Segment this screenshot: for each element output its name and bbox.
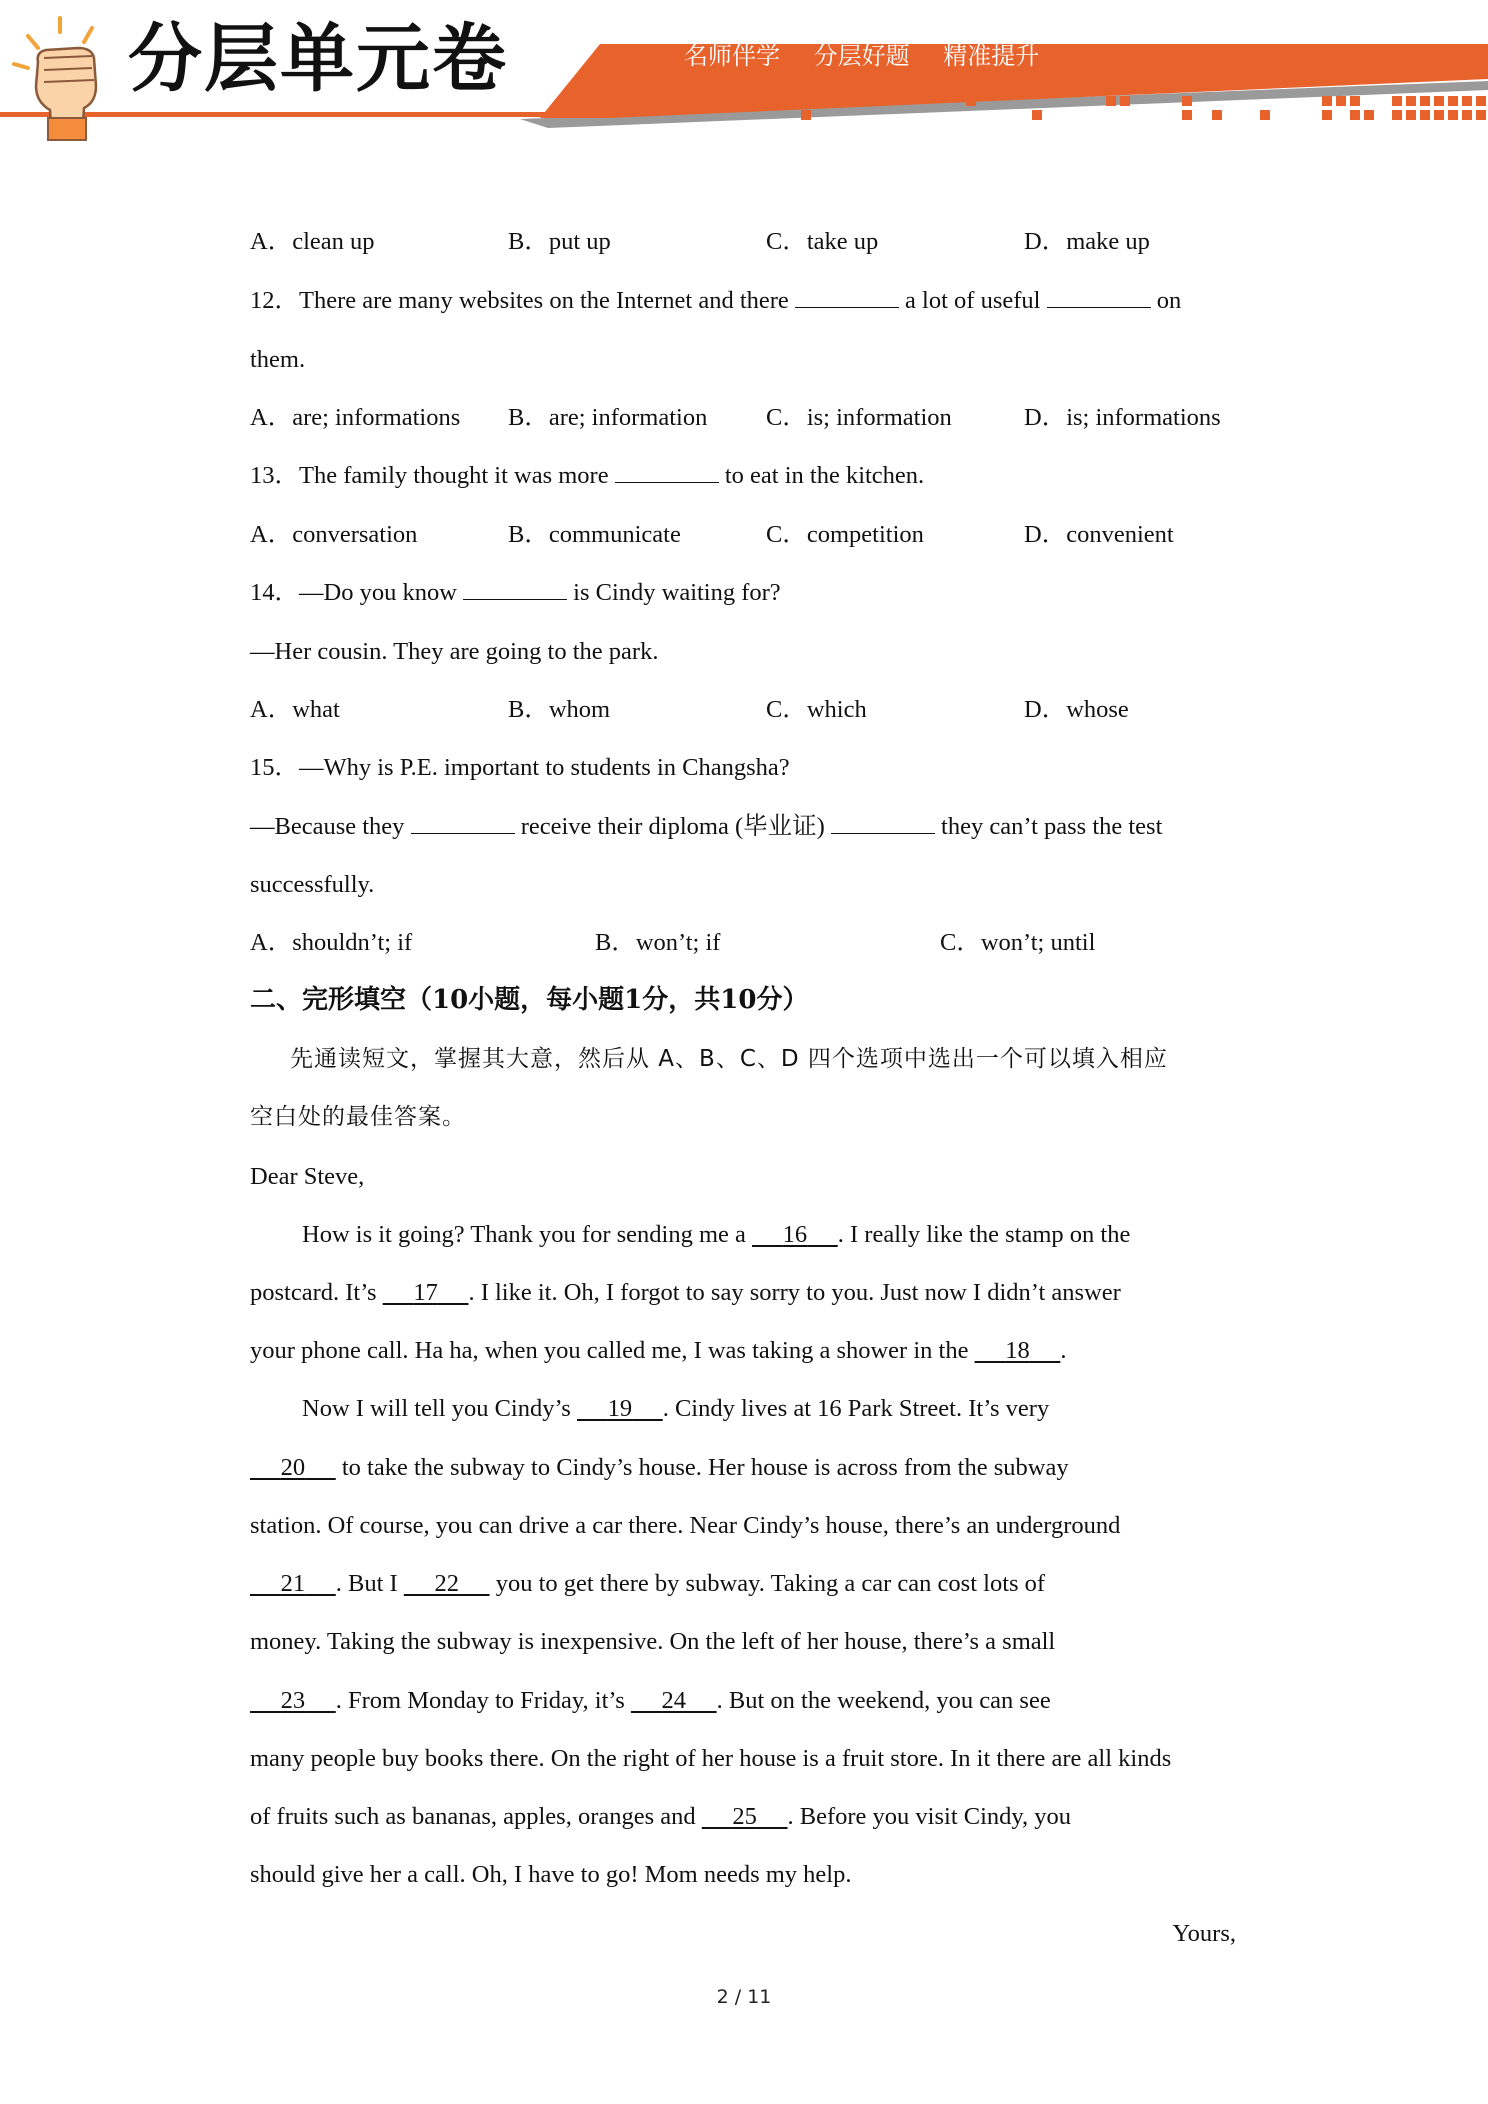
letter-line-3 — [250, 1334, 1250, 1368]
q14-option-d: D．whose — [1024, 696, 1129, 723]
fist-icon — [8, 14, 118, 144]
q15-option-b: B．won’t; if — [595, 929, 721, 956]
q14-stem — [250, 576, 1250, 610]
brand-title: 分层单元卷 — [128, 16, 508, 102]
letter-text: . I like it. Oh, I forgot to say sorry to you. Just now I didn’t answer — [468, 1279, 1121, 1306]
letter-text: How is it going? Thank you for sending me a — [302, 1221, 746, 1248]
blank-22-number: 22 — [434, 1570, 459, 1597]
blank-24 — [631, 1687, 717, 1714]
letter-greeting: Dear Steve, — [250, 1163, 365, 1190]
letter-line-1 — [302, 1218, 1302, 1252]
q14-option-a: A．what — [250, 696, 340, 723]
letter-text: . Before you visit Cindy, you — [787, 1803, 1072, 1830]
q13-blank — [615, 460, 719, 483]
blank-23-number: 23 — [280, 1687, 306, 1714]
q12-stem-a: 12．There are many websites on the Internet and there — [250, 287, 789, 314]
letter-line-12: should give her a call. Oh, I have to go! Mom needs my help. — [250, 1861, 852, 1888]
q15-blank-1 — [411, 811, 515, 834]
letter-text: postcard. It’s — [250, 1279, 377, 1306]
q12-stem-cont: them. — [250, 346, 306, 373]
blank-17-number: 17 — [413, 1279, 438, 1306]
q12-stem-b: a lot of useful — [905, 287, 1041, 314]
q13-stem-b: to eat in the kitchen. — [724, 462, 925, 489]
q11-option-b: B．put up — [508, 228, 611, 255]
letter-line-8: money. Taking the subway is inexpensive. On the left of her house, there’s a small — [250, 1628, 1056, 1655]
q12-blank-2 — [1047, 285, 1151, 308]
letter-closing: Yours, — [1172, 1920, 1236, 1947]
letter-text: Now I will tell you Cindy’s — [302, 1395, 571, 1422]
slogan-2: 分层好题 — [813, 42, 910, 70]
blank-16 — [752, 1221, 838, 1248]
letter-text: . From Monday to Friday, it’s — [335, 1687, 625, 1714]
slogan-1: 名师伴学 — [684, 42, 780, 70]
q15-reply — [250, 810, 1250, 844]
blank-20 — [250, 1454, 336, 1481]
letter-text: to take the subway to Cindy’s house. Her house is across from the subway — [341, 1454, 1069, 1481]
letter-line-9 — [250, 1684, 1250, 1718]
q15-option-a: A．shouldn’t; if — [250, 929, 413, 956]
blank-21 — [250, 1570, 336, 1597]
q13-option-b: B．communicate — [508, 521, 681, 548]
q12-option-d: D．is; informations — [1024, 404, 1221, 431]
q11-option-a: A．clean up — [250, 228, 375, 255]
blank-17 — [383, 1279, 469, 1306]
section-2-instruction-2: 空白处的最佳答案。 — [250, 1104, 466, 1130]
q12-blank-1 — [795, 285, 899, 308]
q12-option-a: A．are; informations — [250, 404, 461, 431]
letter-line-4 — [302, 1392, 1302, 1426]
blank-19-number: 19 — [607, 1395, 633, 1422]
q11-option-c: C．take up — [766, 228, 879, 255]
q15-reply-b: receive their diploma (毕业证) — [520, 813, 825, 840]
blank-18-number: 18 — [1005, 1337, 1030, 1364]
q12-stem — [250, 284, 1250, 318]
q14-option-c: C．which — [766, 696, 867, 723]
letter-text: . I really like the stamp on the — [837, 1221, 1131, 1248]
section-2-instruction-1: 先通读短文，掌握其大意，然后从 A、B、C、D 四个选项中选出一个可以填入相应 — [290, 1046, 1168, 1072]
blank-18 — [975, 1337, 1061, 1364]
q15-reply-c: they can’t pass the test — [941, 813, 1163, 840]
q15-option-c: C．won’t; until — [940, 929, 1096, 956]
letter-text: . Cindy lives at 16 Park Street. It’s very — [662, 1395, 1050, 1422]
blank-23 — [250, 1687, 336, 1714]
blank-25 — [702, 1803, 788, 1830]
q12-option-b: B．are; information — [508, 404, 708, 431]
blank-19 — [577, 1395, 663, 1422]
q14-blank — [463, 577, 567, 600]
letter-line-5 — [250, 1451, 1250, 1485]
blank-20-number: 20 — [280, 1454, 306, 1481]
q14-stem-a: 14．—Do you know — [250, 579, 457, 606]
q14-reply: —Her cousin. They are going to the park. — [250, 638, 659, 665]
page-header — [0, 0, 1488, 150]
q14-option-b: B．whom — [508, 696, 611, 723]
q15-reply-cont: successfully. — [250, 871, 375, 898]
letter-line-6: station. Of course, you can drive a car there. Near Cindy’s house, there’s an underground — [250, 1512, 1121, 1539]
blank-21-number: 21 — [280, 1570, 306, 1597]
letter-line-7 — [250, 1567, 1250, 1601]
q15-stem: 15．—Why is P.E. important to students in Changsha? — [250, 754, 790, 781]
letter-line-2 — [250, 1276, 1250, 1310]
letter-text: of fruits such as bananas, apples, oranges and — [250, 1803, 696, 1830]
blank-16-number: 16 — [782, 1221, 808, 1248]
blank-24-number: 24 — [661, 1687, 687, 1714]
q13-stem-a: 13．The family thought it was more — [250, 462, 609, 489]
q13-option-d: D．convenient — [1024, 521, 1174, 548]
slogan-3: 精准提升 — [943, 42, 1040, 70]
page-number: 2 / 11 — [716, 1986, 772, 2008]
section-2-title: 二、完形填空（10小题，每小题1分，共10分） — [250, 985, 809, 1015]
letter-text: you to get there by subway. Taking a car can cost lots of — [495, 1570, 1046, 1597]
letter-text: your phone call. Ha ha, when you called me, I was taking a shower in the — [250, 1337, 969, 1364]
q14-stem-b: is Cindy waiting for? — [573, 579, 781, 606]
letter-text: . But on the weekend, you can see — [716, 1687, 1051, 1714]
q11-option-d: D．make up — [1024, 228, 1150, 255]
q15-blank-2 — [831, 811, 935, 834]
letter-text: . — [1060, 1337, 1067, 1364]
q12-option-c: C．is; information — [766, 404, 952, 431]
blank-22 — [404, 1570, 490, 1597]
q13-option-c: C．competition — [766, 521, 924, 548]
q15-reply-a: —Because they — [250, 813, 405, 840]
q13-option-a: A．conversation — [250, 521, 418, 548]
letter-line-11 — [250, 1800, 1250, 1834]
letter-line-10: many people buy books there. On the right of her house is a fruit store. In it there are all kinds — [250, 1745, 1172, 1772]
header-slogans — [684, 44, 1065, 68]
blank-25-number: 25 — [732, 1803, 757, 1830]
q12-stem-c: on — [1156, 287, 1182, 314]
letter-text: . But I — [335, 1570, 398, 1597]
q13-stem — [250, 459, 1250, 493]
